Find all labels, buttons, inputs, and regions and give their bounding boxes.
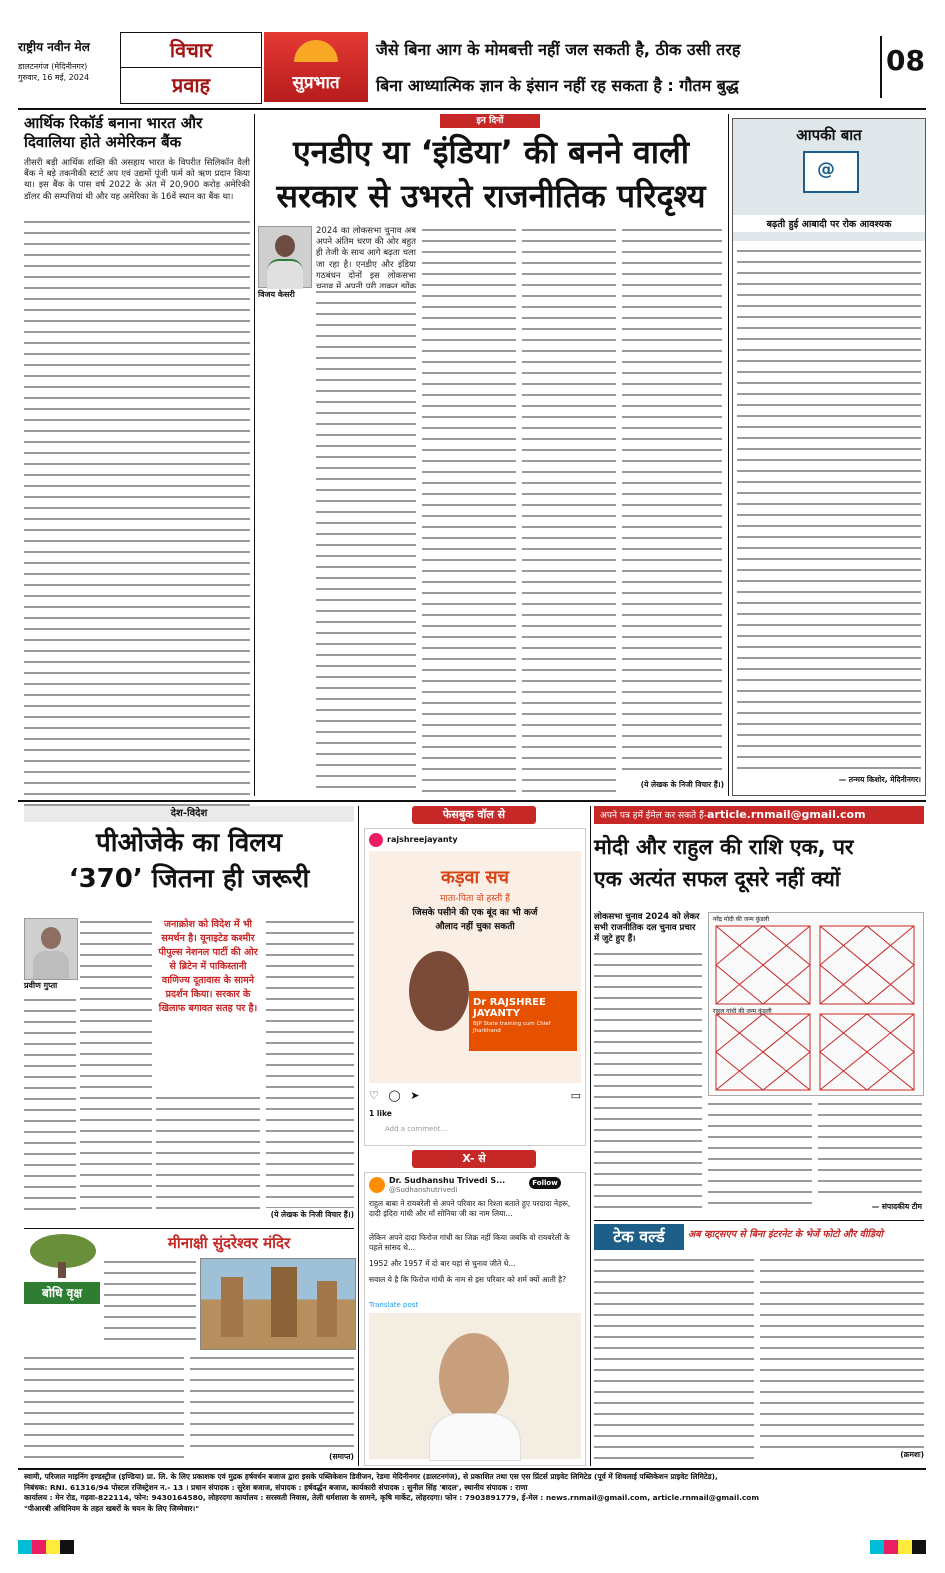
author-head xyxy=(275,235,295,257)
suprabhat-label: सुप्रभात xyxy=(292,73,340,93)
fb-post-card xyxy=(364,828,586,1146)
footer-line-3: कार्यालय : मेन रोड, गढ़वा-822114, फोन: 9430164580, लोहरदगा कार्यालय : सरस्वती निवास, तेली धर्मशाला के सामने, कृषि मार्केट, लोहरदगा। फोन : 7903891779, ई-मेल : news.rnmail@gmail.com, article.rnmail@gmail.com xyxy=(24,1493,760,1502)
kundali-panel xyxy=(708,912,924,1096)
meenakshi-title: मीनाक्षी सुंदरेश्वर मंदिर xyxy=(167,1234,291,1252)
masthead-rule xyxy=(18,108,926,110)
quote-line-1: जैसे बिना आग के मोमबत्ती नहीं जल सकती है, ठीक उसी तरह xyxy=(376,40,741,59)
tech-body-1 xyxy=(594,1256,754,1460)
main-title-line-1: एनडीए या ‘इंडिया’ की बनने वाली xyxy=(292,133,690,171)
fb-handle[interactable]: rajshreejayanty xyxy=(387,835,458,844)
page-divider xyxy=(880,36,882,98)
author-photo xyxy=(258,226,312,288)
meenakshi-body-1 xyxy=(104,1258,196,1348)
col-divider-4 xyxy=(590,806,591,1466)
meenakshi-byline: (समाप्त) xyxy=(329,1452,354,1461)
main-byline: (ये लेखक के निजी विचार हैं।) xyxy=(640,780,724,789)
aapki-baat-author: — तन्मय किशोर, मेदिनीनगर। xyxy=(838,775,921,784)
x-avatar[interactable] xyxy=(369,1177,385,1193)
fb-line-3: औलाद नहीं चुका सकती xyxy=(435,922,515,932)
author-name: विजय केसरी xyxy=(258,290,295,299)
x-section xyxy=(362,1150,586,1466)
x-text-2: लेकिन अपने दादा फिरोज गांधी का जिक्र नहीं किया जबकि वो रायबरेली के पहले सांसद थे... xyxy=(369,1233,570,1252)
fb-action-icons xyxy=(369,1089,581,1103)
fb-image xyxy=(369,851,581,1083)
footer-rule xyxy=(18,1468,926,1470)
desh-title-line-1: पीओजेके का विलय xyxy=(95,828,283,858)
kundali-chart-rahul-2 xyxy=(819,1013,915,1091)
desh-highlight: जनाक्रोश को विदेश में भी समर्थन है। यूनाइटेड कश्मीर पीपुल्स नेशनल पार्टी की ओर से ब्रिटेन में पाकिस्तानी वाणिज्य दूतावास के सामने प्रदर्शन किया। सरकार के खिलाफ बगावत सतह पर है। xyxy=(158,919,258,1014)
envelope-icon: @ xyxy=(803,151,859,193)
fb-banner: कड़वा सच xyxy=(441,867,509,888)
main-body-col-3 xyxy=(522,226,616,792)
fb-role: BJP State training cum Chief Jharkhand xyxy=(473,1021,551,1034)
tech-rule xyxy=(594,1220,924,1221)
modi-lead xyxy=(594,912,702,1202)
kundali-1-label: नरेंद्र मोदी की जन्म कुंडली xyxy=(713,916,770,923)
x-name[interactable]: Dr. Sudhanshu Trivedi S... xyxy=(389,1176,506,1185)
x-follow-button[interactable]: Follow xyxy=(529,1177,561,1189)
heart-icon[interactable]: ♡ xyxy=(369,1089,379,1102)
meenakshi-body-3 xyxy=(190,1354,354,1452)
fb-line-1: माता-पिता वो हस्ती हैं xyxy=(440,894,510,904)
modi-body-3 xyxy=(818,1100,922,1200)
x-text-4: सवाल ये है कि फिरोज गांधी के नाम से इस परिवार को शर्म क्यों आती है? xyxy=(369,1275,567,1284)
main-body-col-2 xyxy=(422,226,516,792)
desh-section xyxy=(24,806,354,1226)
col-divider-2 xyxy=(728,114,729,796)
modi-lead-text: लोकसभा चुनाव 2024 को लेकर सभी राजनीतिक दल चुनाव प्रचार में जुटे हुए हैं। xyxy=(594,912,700,945)
masthead xyxy=(18,30,926,106)
aapki-baat-title: आपकी बात xyxy=(796,126,862,144)
fb-avatar[interactable] xyxy=(369,833,383,847)
author-body xyxy=(267,259,303,289)
desh-author-name: प्रवीण गुप्ता xyxy=(24,981,58,990)
facebook-section xyxy=(362,806,586,1146)
kundali-2-label: राहुल गांधी की जन्म कुंडली xyxy=(713,1008,772,1015)
vichar-label: विचार xyxy=(121,33,261,68)
email-address[interactable]: article.rnmail@gmail.com xyxy=(707,808,866,821)
mid-rule xyxy=(18,800,926,802)
modi-title-line-1: मोदी और राहुल की राशि एक, पर xyxy=(594,835,854,859)
aapki-baat-box xyxy=(732,118,926,796)
bookmark-icon[interactable]: ▭ xyxy=(570,1089,581,1102)
desh-body-col-3 xyxy=(266,918,354,1208)
fb-comment-placeholder[interactable]: Add a comment... xyxy=(385,1125,448,1133)
sunrise-icon xyxy=(294,40,338,62)
left-article-title xyxy=(24,114,250,152)
x-photo xyxy=(369,1313,581,1459)
paper-logo xyxy=(18,38,118,83)
main-title-line-2: सरकार से उभरते राजनीतिक परिदृश्य xyxy=(276,177,706,215)
desh-byline: (ये लेखक के निजी विचार हैं।) xyxy=(270,1210,354,1219)
tech-section xyxy=(594,1224,924,1466)
desh-title-line-2: ‘370’ जितना ही जरूरी xyxy=(68,864,310,894)
page-number: 08 xyxy=(886,44,925,77)
modi-section xyxy=(594,828,924,1218)
desh-body-col-2 xyxy=(156,1094,260,1218)
registration-strip xyxy=(18,1540,926,1554)
main-lead: 2024 का लोकसभा चुनाव अब अपने अंतिम चरण की ओर बहुत ही तेजी के साथ आगे बढ़ता चला जा रहा है। एनडीए और इंडिया गठबंधन दोनों इस लोकसभा xyxy=(316,226,416,281)
footer xyxy=(24,1472,922,1536)
main-kicker: इन दिनों xyxy=(440,114,540,128)
paper-city: डालटनगंज (मेदिनीनगर) xyxy=(18,62,88,71)
left-article xyxy=(24,114,250,794)
tech-subtitle: अब व्हाट्सएप से बिना इंटरनेट के भेजें फोटो और वीडियो xyxy=(688,1229,883,1240)
fb-name-2: JAYANTY xyxy=(473,1008,520,1019)
x-text-3: 1952 और 1957 में दो बार यहां से चुनाव जीते थे... xyxy=(369,1259,516,1268)
aapki-baat-subtitle: बढ़ती हुई आबादी पर रोक आवश्यक xyxy=(733,215,925,232)
issue-date: गुरुवार, 16 मई, 2024 xyxy=(18,73,90,82)
desh-sec-label: देश-विदेश xyxy=(24,806,354,822)
suprabhat-box xyxy=(264,32,368,102)
share-icon[interactable]: ➤ xyxy=(410,1089,420,1102)
modi-title-line-2: एक अत्यंत सफल दूसरे नहीं क्यों xyxy=(594,867,841,891)
fb-name-box xyxy=(469,991,577,1051)
left-article-body xyxy=(24,218,250,808)
aapki-baat-header xyxy=(733,119,925,241)
meenakshi-rule xyxy=(24,1228,354,1229)
bodhi-tree-icon xyxy=(26,1234,100,1278)
kundali-chart-modi xyxy=(715,925,811,1005)
fb-name-1: Dr RAJSHREE xyxy=(473,997,546,1008)
aapki-baat-body xyxy=(737,247,921,771)
x-text-1: राहुल बाबा ने रायबरेली से अपने परिवार का रिश्ता बताते हुए परदादा नेहरू, दादी इंदिरा गांधी और माँ सोनिया जी का नाम लिया... xyxy=(369,1199,571,1218)
modi-body-2 xyxy=(708,1100,812,1212)
left-title-line-2: दिवालिया होते अमेरिकन बैंक xyxy=(24,133,182,151)
footer-line-4: "पीआरबी अधिनियम के तहत खबरों के चयन के लिए जिम्मेवार।" xyxy=(24,1503,200,1513)
meenakshi-body-2 xyxy=(24,1354,184,1458)
modi-byline: — संपादकीय टीम xyxy=(871,1202,922,1211)
comment-icon[interactable]: ◯ xyxy=(388,1089,401,1102)
fb-line-2: जिसके पसीने की एक बूंद का भी कर्ज xyxy=(412,908,538,918)
desh-author-photo xyxy=(24,918,78,980)
main-story xyxy=(258,114,724,796)
email-prefix: अपने पत्र हमें ईमेल कर सकते हैं- xyxy=(600,811,708,821)
paper-name: राष्ट्रीय नवीन मेल xyxy=(18,40,90,54)
footer-line-1: स्वामी, परिजात माइनिंग इण्डस्ट्रीज (इण्डिया) प्रा. लि. के लिए प्रकाशक एवं मुद्रक हर्षवर्धन बजाज द्वारा इसके पब्लिकेशन डिवीजन, रेडमा मेदिनीनगर (डालटनगंज), से प्रकाशित तथा एस एस प्रिंटर्स प्राइवेट लिमिटेड (पूर्व में शिवलाई पब्लिकेशन प्राइवेट लिमिटेड), xyxy=(24,1472,718,1481)
tech-body-2 xyxy=(760,1256,924,1448)
desh-body-col-1 xyxy=(80,918,152,1218)
temple-photo xyxy=(200,1258,356,1350)
facebook-sec-label: फेसबुक वॉल से xyxy=(412,806,536,824)
x-handle: @Sudhanshutrivedi xyxy=(389,1186,458,1194)
email-bar xyxy=(594,806,924,824)
quote-line-2: बिना आध्यात्मिक ज्ञान के इंसान नहीं रह सकता है : गौतम बुद्ध xyxy=(376,76,739,95)
footer-line-2: निबंधक: RNI. 61316/94 पोस्टल रजिस्ट्रेशन न.- 13 । प्रधान संपादक : सुरेश बजाज, संपादक : हर्षवर्द्धन बजाज, कार्यकारी संपादक : सुनील सिंह 'बादल', स्थानीय संपादक : राणा xyxy=(24,1482,528,1492)
x-translate-link[interactable]: Translate post xyxy=(369,1301,419,1309)
main-body-col-1 xyxy=(316,288,416,788)
kundali-chart-modi-2 xyxy=(819,925,915,1005)
tech-title: टेक वर्ल्ड xyxy=(594,1224,684,1250)
left-title-line-1: आर्थिक रिकॉर्ड बनाना भारत और xyxy=(24,114,203,132)
col-divider-3 xyxy=(358,806,359,1466)
col-divider-1 xyxy=(254,114,255,796)
vichar-pravah-box xyxy=(120,32,262,104)
desh-body-col-1b xyxy=(24,996,76,1218)
main-body-col-4 xyxy=(622,226,722,778)
meenakshi-section xyxy=(24,1232,354,1464)
kundali-chart-rahul xyxy=(715,1013,811,1091)
bodhi-label: बोधि वृक्ष xyxy=(24,1282,100,1304)
fb-portrait xyxy=(409,951,469,1031)
x-post-card xyxy=(364,1172,586,1466)
pravah-label: प्रवाह xyxy=(171,73,211,97)
fb-likes: 1 like xyxy=(369,1109,392,1118)
x-sec-label: X- से xyxy=(412,1150,536,1168)
tech-byline: (क्रमशः) xyxy=(900,1450,924,1459)
left-article-lead: तीसरी बड़ी आर्थिक शक्ति की असहाय भारत के विपरीत सिलिकॉन वैली बैंक ने बड़े तकनीकी स्टार्ट अप एवं उद्यमों पूंजी फर्म को ऋण प्रदान किया था। इस बैंक के पास वर्ष 2022 के अंत में 20,900 करोड़ अमेरिकी डॉलर की सम्पत्तियां थी और यह अमेरिका के 16वें स्थान का बैंक था। xyxy=(24,158,250,202)
